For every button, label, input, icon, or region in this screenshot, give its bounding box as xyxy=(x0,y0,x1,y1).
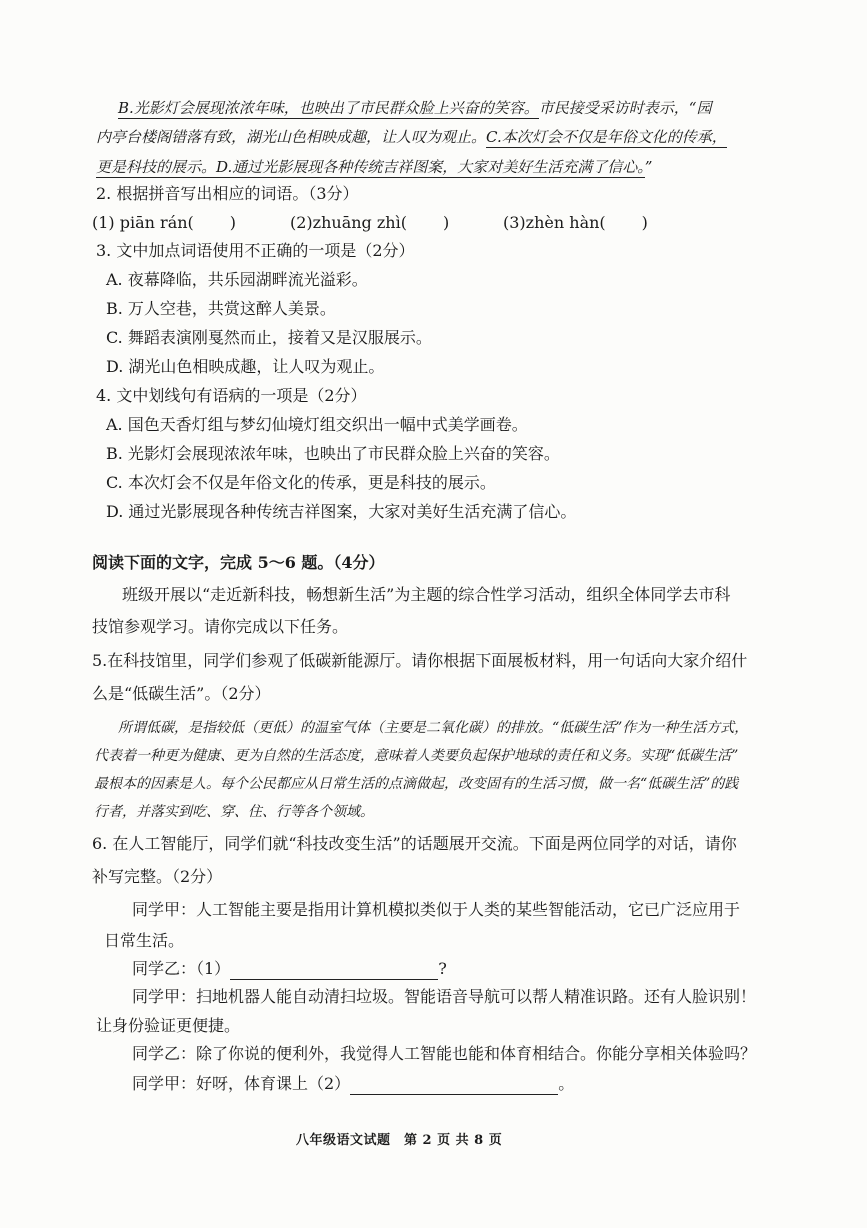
passage-line-1: B.光影灯会展现浓浓年味，也映出了市民群众脸上兴奋的笑容。市民接受采访时表示，“园 xyxy=(118,99,712,117)
dialogue-line-3a: 同学甲：扫地机器人能自动清扫垃圾。智能语音导航可以帮人精准识路。还有人脸识别！ xyxy=(132,987,757,1006)
question-6-stem-line-2: 补写完整。（2分） xyxy=(92,867,223,886)
q5-material-line-4: 行者，并落实到吃、穿、住、行等各个领域。 xyxy=(94,804,374,820)
underlined-sentence-c: C.本次灯会不仅是年俗文化的传承， xyxy=(486,128,727,146)
question-5-stem-line-2: 么是“低碳生活”。（2分） xyxy=(92,684,271,703)
question-3-option-d: D. 湖光山色相映成趣，让人叹为观止。 xyxy=(106,357,385,376)
dialogue-line-2: 同学乙：（1） ? xyxy=(132,959,447,978)
question-5-stem-line-1: 5.在科技馆里，同学们参观了低碳新能源厅。请你根据下面展板材料，用一句话向大家介绍什 xyxy=(92,651,748,670)
q5-material-line-2: 代表着一种更为健康、更为自然的生活态度，意味着人类要负起保护地球的责任和义务。实现“低碳生活” xyxy=(94,748,739,764)
question-6-stem-line-1: 6. 在人工智能厅，同学们就“科技改变生活”的话题展开交流。下面是两位同学的对话，请你 xyxy=(92,834,737,853)
answer-blank-2[interactable] xyxy=(350,1078,558,1095)
question-4-option-d: D. 通过光影展现各种传统吉祥图案，大家对美好生活充满了信心。 xyxy=(106,502,577,521)
question-3-option-a: A. 夜幕降临，共乐园湖畔流光溢彩。 xyxy=(106,270,368,289)
question-3-option-c: C. 舞蹈表演刚戛然而止，接着又是汉服展示。 xyxy=(106,328,432,347)
section-intro-line-1: 班级开展以“走近新科技，畅想新生活”为主题的综合性学习活动，组织全体同学去市科 xyxy=(122,585,731,604)
passage-line-3: 更是科技的展示。D.通过光影展现各种传统吉祥图案，大家对美好生活充满了信心。” xyxy=(96,158,653,176)
question-3-stem: 3. 文中加点词语使用不正确的一项是（2分） xyxy=(96,241,415,260)
question-4-option-a: A. 国色天香灯组与梦幻仙境灯组交织出一幅中式美学画卷。 xyxy=(106,415,528,434)
passage-line-2: 内亭台楼阁错落有致，湖光山色相映成趣，让人叹为观止。C.本次灯会不仅是年俗文化的传承， xyxy=(96,128,727,146)
dialogue-line-1b: 日常生活。 xyxy=(104,931,185,950)
underlined-sentence-b: B.光影灯会展现浓浓年味，也映出了市民群众脸上兴奋的笑容。 xyxy=(118,99,539,117)
dialogue-line-1a: 同学甲：人工智能主要是指用计算机模拟类似于人类的某些智能活动，它已广泛应用于 xyxy=(132,900,741,919)
question-2-stem: 2. 根据拼音写出相应的词语。（3分） xyxy=(96,184,359,203)
answer-blank-1[interactable] xyxy=(230,963,438,980)
question-4-stem: 4. 文中划线句有语病的一项是（2分） xyxy=(96,386,367,405)
q5-material-line-1: 所谓低碳，是指较低（更低）的温室气体（主要是二氧化碳）的排放。“低碳生活”作为一种生活方式， xyxy=(118,720,749,736)
dialogue-line-4: 同学乙：除了你说的便利外，我觉得人工智能也能和体育相结合。你能分享相关体验吗？ xyxy=(132,1044,757,1063)
page-footer: 八年级语文试题 第 2 页 共 8 页 xyxy=(296,1133,503,1148)
question-2-item-1: (1) piān rán( ) xyxy=(92,213,237,232)
question-4-option-c: C. 本次灯会不仅是年俗文化的传承，更是科技的展示。 xyxy=(106,473,496,492)
section-heading: 阅读下面的文字，完成 5～6 题。（4分） xyxy=(92,553,385,572)
dialogue-line-3b: 让身份验证更便捷。 xyxy=(96,1016,241,1035)
question-3-option-b: B. 万人空巷，共赏这醉人美景。 xyxy=(106,299,336,318)
dialogue-line-5: 同学甲：好呀，体育课上（2） 。 xyxy=(132,1074,575,1093)
q5-material-line-3: 最根本的因素是人。每个公民都应从日常生活的点滴做起，改变固有的生活习惯，做一名“低碳生活”的践 xyxy=(94,776,739,792)
section-intro-line-2: 技馆参观学习。请你完成以下任务。 xyxy=(92,617,349,636)
underlined-sentence-d: D.通过光影展现各种传统吉祥图案，大家对美好生活充满了信心。 xyxy=(216,158,645,176)
question-4-option-b: B. 光影灯会展现浓浓年味，也映出了市民群众脸上兴奋的笑容。 xyxy=(106,444,560,463)
question-2-item-3: (3)zhèn hàn( ) xyxy=(503,213,648,232)
question-2-item-2: (2)zhuāng zhì( ) xyxy=(290,213,450,232)
